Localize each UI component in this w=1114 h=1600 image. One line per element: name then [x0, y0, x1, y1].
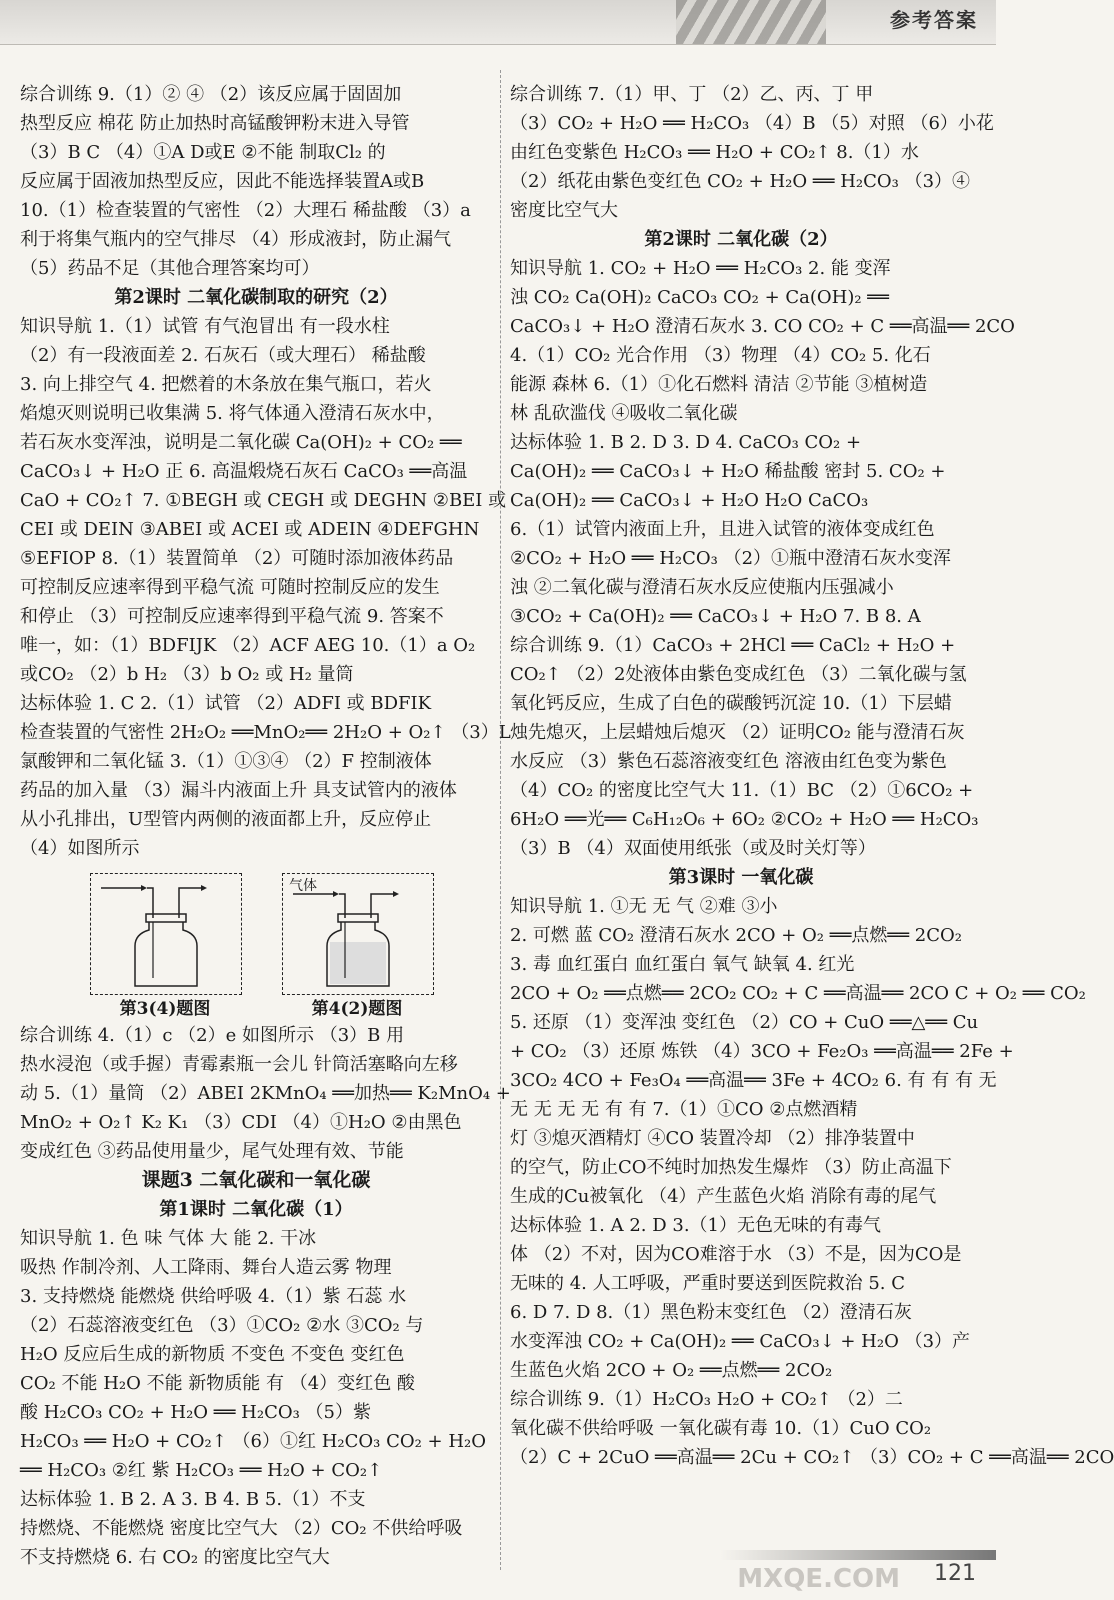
- answer-line: （2）纸花由紫色变红色 CO₂ + H₂O ══ H₂CO₃ （3）④: [510, 171, 971, 192]
- answer-line: H₂O 反应后生成的新物质 不变色 不变色 变红色: [20, 1344, 405, 1365]
- answer-line: 酸 H₂CO₃ CO₂ + H₂O ══ H₂CO₃ （5）紫: [20, 1402, 371, 1423]
- answer-line: 4.（1）CO₂ 光合作用 （3）物理 （4）CO₂ 5. 化石: [510, 345, 931, 366]
- answer-line: CaCO₃↓ + H₂O 正 6. 高温煅烧石灰石 CaCO₃ ══高温: [20, 461, 468, 482]
- answer-line: 药品的加入量 （3）漏斗内液面上升 具支试管内的液体: [20, 780, 457, 801]
- answer-line: （2）有一段液面差 2. 石灰石（或大理石） 稀盐酸: [20, 345, 426, 366]
- left-column: [20, 80, 511, 1572]
- answer-line: 浊 ②二氧化碳与澄清石灰水反应使瓶内压强减小: [510, 577, 894, 598]
- section-heading: 第1课时 二氧化碳（1）: [159, 1199, 353, 1220]
- answer-line: 5. 还原 （1）变浑浊 变红色 （2）CO + CuO ══△══ Cu: [510, 1012, 979, 1033]
- answer-line: 水反应 （3）紫色石蕊溶液变红色 溶液由红色变为紫色: [510, 751, 947, 772]
- answer-line: 体 （2）不对，因为CO难溶于水 （3）不是，因为CO是: [510, 1244, 962, 1265]
- answer-line: 或CO₂ （2）b H₂ （3）b O₂ 或 H₂ 量筒: [20, 664, 354, 685]
- answer-line: 6H₂O ══光══ C₆H₁₂O₆ + 6O₂ ②CO₂ + H₂O ══ H₂CO₃: [510, 809, 979, 830]
- answer-line: 3. 支持燃烧 能燃烧 供给呼吸 4.（1）紫 石蕊 水: [20, 1286, 407, 1307]
- answer-line: 的空气，防止CO不纯时加热发生爆炸 （3）防止高温下: [510, 1157, 952, 1178]
- answer-line: 3CO₂ 4CO + Fe₃O₄ ══高温══ 3Fe + 4CO₂ 6. 有 有 有 无: [510, 1070, 997, 1091]
- answer-line: 达标体验 1. B 2. A 3. B 4. B 5.（1）不支: [20, 1489, 366, 1510]
- answer-line: （2）石蕊溶液变红色 （3）①CO₂ ②水 ③CO₂ 与: [20, 1315, 424, 1336]
- answer-line: 2. 可燃 蓝 CO₂ 澄清石灰水 2CO + O₂ ══点燃══ 2CO₂: [510, 925, 962, 946]
- answer-line: 灯 ③熄灭酒精灯 ④CO 装置冷却 （2）排净装置中: [510, 1128, 915, 1149]
- answer-line: （5）药品不足（其他合理答案均可）: [20, 258, 320, 279]
- answer-line: 烛先熄灭，上层蜡烛后熄灭 （2）证明CO₂ 能与澄清石灰: [510, 722, 965, 743]
- answer-line: 浊 CO₂ Ca(OH)₂ CaCO₃ CO₂ + Ca(OH)₂ ══: [510, 287, 889, 308]
- answer-line: 氯酸钾和二氧化锰 3.（1）①③④ （2）F 控制液体: [20, 751, 432, 772]
- answer-line: （3）B C （4）①A D或E ②不能 制取Cl₂ 的: [20, 142, 386, 163]
- answer-line: 3. 向上排空气 4. 把燃着的木条放在集气瓶口，若火: [20, 374, 432, 395]
- answer-line: 达标体验 1. B 2. D 3. D 4. CaCO₃ CO₂ +: [510, 432, 862, 453]
- answer-line: （4）如图所示: [20, 838, 140, 859]
- figure-4-2-caption: 第4(2)题图: [311, 999, 403, 1019]
- answer-line: 变成红色 ③药品使用量少，尾气处理有效、节能: [20, 1141, 404, 1162]
- section-heading: 第2课时 二氧化碳制取的研究（2）: [114, 287, 398, 308]
- answer-line: 若石灰水变浑浊，说明是二氧化碳 Ca(OH)₂ + CO₂ ══: [20, 432, 462, 453]
- answer-line: 能源 森林 6.（1）①化石燃料 清洁 ②节能 ③植树造: [510, 374, 928, 395]
- section-heading: 课题3 二氧化碳和一氧化碳: [141, 1169, 371, 1191]
- answer-line: ══ H₂CO₃ ②红 紫 H₂CO₃ ══ H₂O + CO₂↑: [20, 1460, 383, 1481]
- answer-line: 动 5.（1）量筒 （2）ABEI 2KMnO₄ ══加热══ K₂MnO₄ +: [20, 1083, 511, 1104]
- answer-line: （4）CO₂ 的密度比空气大 11.（1）BC （2）①6CO₂ +: [510, 780, 974, 801]
- answer-line: + CO₂ （3）还原 炼铁 （4）3CO + Fe₂O₃ ══高温══ 2Fe +: [510, 1041, 1014, 1062]
- answer-line: CO₂ 不能 H₂O 不能 新物质能 有 （4）变红色 酸: [20, 1373, 415, 1394]
- answer-line: 和停止 （3）可控制反应速率得到平稳气流 9. 答案不: [20, 606, 444, 627]
- answer-line: 林 乱砍滥伐 ④吸收二氧化碳: [510, 403, 738, 424]
- answer-line: 综合训练 9.（1）② ④ （2）该反应属于固固加: [20, 84, 402, 105]
- header-band: [0, 0, 996, 45]
- answer-line: ⑤EFIOP 8.（1）装置简单 （2）可随时添加液体药品: [20, 548, 454, 569]
- answer-line: 知识导航 1. 色 味 气体 大 能 2. 干冰: [20, 1228, 317, 1249]
- answer-line: H₂CO₃ ══ H₂O + CO₂↑ （6）①红 H₂CO₃ CO₂ + H₂O: [20, 1431, 487, 1452]
- watermark: MXQE.COM: [737, 1564, 900, 1594]
- answer-line: 10.（1）检查装置的气密性 （2）大理石 稀盐酸 （3）a: [20, 200, 471, 221]
- answer-line: 焰熄灭则说明已收集满 5. 将气体通入澄清石灰水中，: [20, 403, 445, 424]
- answer-line: 不支持燃烧 6. 右 CO₂ 的密度比空气大: [20, 1547, 330, 1568]
- answer-line: 从小孔排出，U型管内两侧的液面都上升，反应停止: [20, 809, 432, 830]
- answer-line: 吸热 作制冷剂、人工降雨、舞台人造云雾 物理: [20, 1257, 392, 1278]
- page-number: 121: [934, 1561, 976, 1586]
- answer-line: 密度比空气大: [510, 200, 618, 221]
- answer-line: 综合训练 4.（1）c （2）e 如图所示 （3）B 用: [20, 1025, 405, 1046]
- answer-line: 2CO + O₂ ══点燃══ 2CO₂ CO₂ + C ══高温══ 2CO C + O₂ ══ CO₂: [510, 983, 1086, 1004]
- answer-line: ③CO₂ + Ca(OH)₂ ══ CaCO₃↓ + H₂O 7. B 8. A: [510, 606, 921, 627]
- section-heading: 第3课时 一氧化碳: [668, 867, 814, 888]
- answer-line: 热水浸泡（或手握）青霉素瓶一会儿 针筒活塞略向左移: [20, 1054, 458, 1075]
- answer-line: 综合训练 9.（1）H₂CO₃ H₂O + CO₂↑ （2）二: [510, 1389, 903, 1410]
- answer-line: CO₂↑ （2）2处液体由紫色变成红色 （3）二氧化碳与氢: [510, 664, 967, 685]
- answer-line: 利于将集气瓶内的空气排尽 （4）形成液封，防止漏气: [20, 229, 452, 250]
- header-tag: 参考答案: [890, 8, 978, 32]
- answer-line: 生蓝色火焰 2CO + O₂ ══点燃══ 2CO₂: [510, 1360, 833, 1381]
- answer-line: 综合训练 7.（1）甲、丁 （2）乙、丙、丁 甲: [510, 84, 874, 105]
- figure-row: [20, 867, 492, 1017]
- column-divider: [500, 70, 501, 1570]
- answer-line: CaCO₃↓ + H₂O 澄清石灰水 3. CO CO₂ + C ══高温══ 2CO: [510, 316, 1015, 337]
- answer-line: 知识导航 1. ①无 无 气 ②难 ③小: [510, 896, 778, 917]
- answer-line: 反应属于固液加热型反应，因此不能选择装置A或B: [20, 171, 425, 192]
- answer-line: 6. D 7. D 8.（1）黑色粉末变红色 （2）澄清石灰: [510, 1302, 912, 1323]
- answer-line: 检查装置的气密性 2H₂O₂ ══MnO₂══ 2H₂O + O₂↑ （3）L: [20, 722, 511, 743]
- answer-line: 水变浑浊 CO₂ + Ca(OH)₂ ══ CaCO₃↓ + H₂O （3）产: [510, 1331, 971, 1352]
- answer-line: 达标体验 1. C 2.（1）试管 （2）ADFI 或 BDFIK: [20, 693, 432, 714]
- answer-line: 热型反应 棉花 防止加热时高锰酸钾粉末进入导管: [20, 113, 410, 134]
- answer-line: （3）B （4）双面使用纸张（或及时关灯等）: [510, 838, 876, 859]
- answer-line: CEI 或 DEIN ③ABEI 或 ACEI 或 ADEIN ④DEFGHN: [20, 519, 480, 540]
- figure-3-4-caption: 第3(4)题图: [119, 999, 211, 1019]
- answer-line: （2）C + 2CuO ══高温══ 2Cu + CO₂↑ （3）CO₂ + C ══高温══ 2CO: [510, 1447, 1114, 1468]
- answer-line: 无味的 4. 人工呼吸，严重时要送到医院救治 5. C: [510, 1273, 906, 1294]
- header-decoration: [676, 0, 826, 44]
- answer-line: Ca(OH)₂ ══ CaCO₃↓ + H₂O H₂O CaCO₃: [510, 490, 869, 511]
- answer-line: 知识导航 1. CO₂ + H₂O ══ H₂CO₃ 2. 能 变浑: [510, 258, 891, 279]
- answer-line: 生成的Cu被氧化 （4）产生蓝色火焰 消除有毒的尾气: [510, 1186, 937, 1207]
- answer-line: 氧化钙反应，生成了白色的碳酸钙沉淀 10.（1）下层蜡: [510, 693, 952, 714]
- answer-line: 无 无 无 无 有 有 7.（1）①CO ②点燃酒精: [510, 1099, 858, 1120]
- answer-line: 氧化碳不供给呼吸 一氧化碳有毒 10.（1）CuO CO₂: [510, 1418, 932, 1439]
- answer-line: ②CO₂ + H₂O ══ H₂CO₃ （2）①瓶中澄清石灰水变浑: [510, 548, 952, 569]
- figure-4-2-gas-label: 气体: [289, 878, 317, 894]
- footer-bar: [720, 1550, 996, 1560]
- answer-line: 达标体验 1. A 2. D 3.（1）无色无味的有毒气: [510, 1215, 882, 1236]
- answer-line: 持燃烧、不能燃烧 密度比空气大 （2）CO₂ 不供给呼吸: [20, 1518, 463, 1539]
- answer-line: MnO₂ + O₂↑ K₂ K₁ （3）CDI （4）①H₂O ②由黑色: [20, 1112, 462, 1133]
- right-column: [510, 80, 1114, 1472]
- answer-line: （3）CO₂ + H₂O ══ H₂CO₃ （4）B （5）对照 （6）小花: [510, 113, 994, 134]
- answer-line: 6.（1）试管内液面上升，且进入试管的液体变成红色: [510, 519, 935, 540]
- answer-line: Ca(OH)₂ ══ CaCO₃↓ + H₂O 稀盐酸 密封 5. CO₂ +: [510, 461, 946, 482]
- figure-4-2-bottle: [282, 873, 434, 995]
- answer-line: 由红色变紫色 H₂CO₃ ══ H₂O + CO₂↑ 8.（1）水: [510, 142, 919, 163]
- answer-line: 知识导航 1.（1）试管 有气泡冒出 有一段水柱: [20, 316, 390, 337]
- answer-line: 可控制反应速率得到平稳气流 可随时控制反应的发生: [20, 577, 440, 598]
- answer-line: 3. 毒 血红蛋白 血红蛋白 氧气 缺氧 4. 红光: [510, 954, 855, 975]
- answer-line: CaO + CO₂↑ 7. ①BEGH 或 CEGH 或 DEGHN ②BEI 或: [20, 490, 507, 511]
- answer-line: 综合训练 9.（1）CaCO₃ + 2HCl ══ CaCl₂ + H₂O +: [510, 635, 956, 656]
- figure-3-4-bottle: [90, 873, 242, 995]
- section-heading: 第2课时 二氧化碳（2）: [644, 229, 838, 250]
- answer-line: 唯一，如：（1）BDFIJK （2）ACF AEG 10.（1）a O₂: [20, 635, 476, 656]
